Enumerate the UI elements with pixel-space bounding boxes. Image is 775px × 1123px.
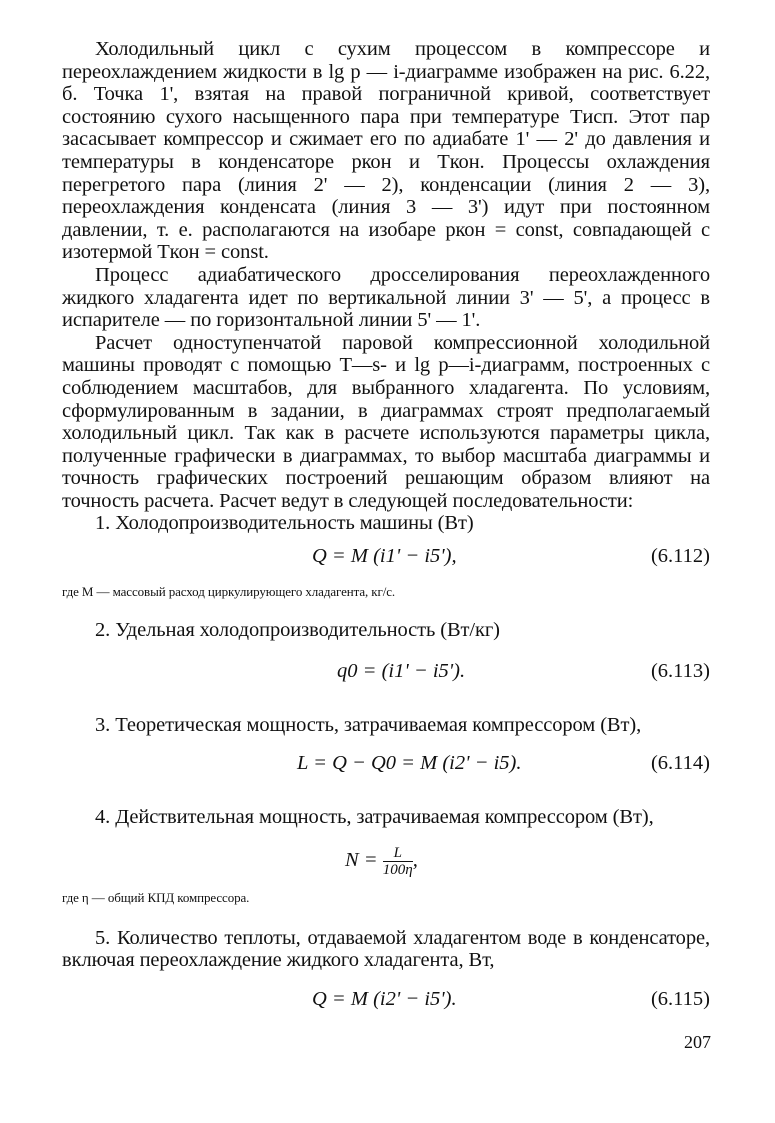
- item-4-heading: 4. Действительная мощность, затрачиваемая компрессором (Вт),: [95, 806, 654, 829]
- paragraph-3: Расчет одноступенчатой паровой компрессионной холодильной машины проводят с помощью T—s- и lg p—i-диаграмм, построенных с соблюдением масштабов, для выбранного хладагента. По условиям, сформулированным в задании, в диаграммах строят предполагаемый холодильный цикл. Так как в расчете используются параметры цикла, полученные графически в диаграммах, то выбор масштаба диаграммы и точность графических построений решающим образом влияют на точность расчета. Расчет ведут в следующей последовательности:: [62, 331, 710, 512]
- paragraph-2: Процесс адиабатического дросселирования переохлажденного жидкого хладагента идет по вертикальной линии 3' — 5', а процесс в испарителе — по горизонтальной линии 5' — 1'.: [62, 263, 710, 332]
- equation-number-6-112: (6.112): [650, 545, 710, 568]
- formula-lhs: N =: [345, 849, 378, 872]
- equation-number-6-113: (6.113): [650, 659, 710, 682]
- formula-6-114: L = Q − Q0 = M (i2' − i5).: [297, 752, 522, 775]
- equation-6-113: [62, 650, 710, 694]
- page-content: [62, 38, 710, 1022]
- formula-efficiency: [345, 845, 418, 878]
- fraction-numerator: L: [383, 845, 413, 862]
- fraction-denominator: 100η: [382, 861, 413, 878]
- formula-6-115: Q = M (i2' − i5').: [312, 988, 457, 1011]
- equation-number-6-115: (6.115): [650, 988, 710, 1011]
- item-3-heading: 3. Теоретическая мощность, затрачиваемая компрессором (Вт),: [95, 713, 642, 736]
- formula-tail: ,: [412, 849, 418, 872]
- item-5-heading: 5. Количество теплоты, отдаваемой хладагентом воде в конденсаторе, включая переохлаждение жидкого хладагента, Вт,: [62, 926, 710, 972]
- equation-6-114: [62, 742, 710, 786]
- paragraph-1: Холодильный цикл с сухим процессом в компрессоре и переохлаждением жидкости в lg p — i-диаграмме изображен на рис. 6.22, б. Точка 1', взятая на правой пограничной кривой, соответствует состоянию сухого насыщенного пара при температуре Tисп. Этот пар засасывает компрессор и сжимает его по адиабате 1' — 2' до давления и температуры в конденсаторе pкон и Tкон. Процессы охлаждения перегретого пара (линия 2' — 2), конденсации (линия 2 — 3), переохлаждения конденсата (линия 3 — 3') идут при постоянном давлении, т. е. располагаются на изобаре pкон = const, совпадающей с изотермой Tкон = const.: [62, 38, 710, 264]
- page-number: 207: [684, 1032, 711, 1052]
- note-efficiency: где η — общий КПД компрессора.: [62, 889, 250, 905]
- item-2-heading: 2. Удельная холодопроизводительность (Вт/кг): [95, 619, 500, 642]
- equation-6-115: [62, 978, 710, 1022]
- note-mass-flow: где M — массовый расход циркулирующего хладагента, кг/с.: [62, 584, 396, 600]
- equation-6-112: [62, 535, 710, 579]
- formula-6-113: q0 = (i1' − i5').: [337, 659, 466, 682]
- equation-number-6-114: (6.114): [650, 752, 710, 775]
- fraction: [383, 845, 413, 878]
- formula-6-112: Q = M (i1' − i5'),: [312, 545, 457, 568]
- item-1-heading: 1. Холодопроизводительность машины (Вт): [95, 512, 474, 535]
- equation-efficiency: [62, 835, 710, 887]
